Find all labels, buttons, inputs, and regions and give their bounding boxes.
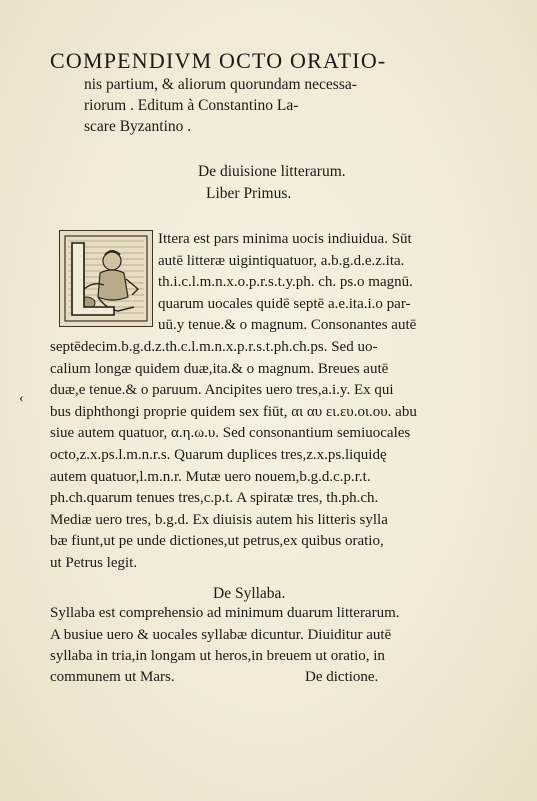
text-line: syllaba in tria,in longam ut heros,in breuem ut oratio, in <box>50 648 385 665</box>
text-line: autē litteræ uigintiquatuor, a.b.g.d.e.z.ita. <box>158 252 405 269</box>
syllaba-heading: De Syllaba. <box>213 585 286 602</box>
section-heading: De diuisione litterarum. <box>198 163 346 180</box>
text-line: septēdecim.b.g.d.z.th.c.l.m.n.x.p.r.s.t.ph.ch.ps. Sed uo- <box>50 339 378 355</box>
text-line: calium longæ quidem duæ,ita.& o magnum. Breues autē <box>50 360 389 377</box>
final-line <box>50 667 490 689</box>
title-block <box>50 48 490 137</box>
syllaba-text-block <box>50 603 400 668</box>
text-line: ph.ch.quarum tenues tres,c.p.t. A spiratæ tres, th.ph.ch. <box>50 490 379 507</box>
text-line: quarum uocales quidē septē a.e.ita.i.o par- <box>158 295 411 312</box>
main-text-block <box>50 337 417 575</box>
title-line-4: scare Byzantino . <box>84 118 192 135</box>
text-line: communem ut Mars. <box>50 669 175 685</box>
title-line-1: COMPENDIVM OCTO ORATIO- <box>50 48 387 73</box>
text-line: duæ,e tenue.& o paruum. Ancipites uero tres,a.i.y. Ex qui <box>50 382 394 399</box>
text-line: siue autem quatuor, α.η.ω.υ. Sed consonantium semiuocales <box>50 425 411 442</box>
text-line: Syllaba est comprehensio ad minimum duarum litterarum. <box>50 605 400 621</box>
text-line: bus diphthongi proprie quidem sex fiūt, αι αυ ει.ευ.οι.ου. abu <box>50 403 417 420</box>
text-line: th.i.c.l.m.n.x.o.p.r.s.t.y.ph. ch. ps.o magnū. <box>158 274 413 291</box>
text-line: uū.y tenue.& o magnum. Consonantes autē <box>158 317 417 334</box>
text-line: octo,z.x.ps.l.m.n.r.s. Quarum duplices tres,z.x.ps.liquidę <box>50 446 387 463</box>
book-heading: Liber Primus. <box>206 185 292 202</box>
margin-mark: ‹ <box>19 391 24 406</box>
dictione-heading: De dictione. <box>305 669 379 685</box>
intro-text-block <box>158 229 416 337</box>
text-line: Ittera est pars minima uocis indiuidua. Sūt <box>158 231 412 247</box>
title-line-2: nis partium, & aliorum quorundam necessa- <box>84 76 357 93</box>
text-line: A busiue uero & uocales syllabæ dicuntur. Diuiditur autē <box>50 626 392 643</box>
decorated-initial <box>59 230 153 327</box>
text-line: autem quatuor,l.m.n.r. Mutæ uero nouem,b.g.d.c.p.r.t. <box>50 468 371 485</box>
text-line: Mediæ uero tres, b.g.d. Ex diuisis autem his litteris sylla <box>50 511 388 528</box>
text-line: ut Petrus legit. <box>50 554 138 571</box>
decorated-initial-illustration <box>60 231 152 326</box>
title-line-3: riorum . Editum à Constantino La- <box>84 97 299 114</box>
text-line: bæ fiunt,ut pe unde dictiones,ut petrus,ex quibus oratio, <box>50 533 384 550</box>
